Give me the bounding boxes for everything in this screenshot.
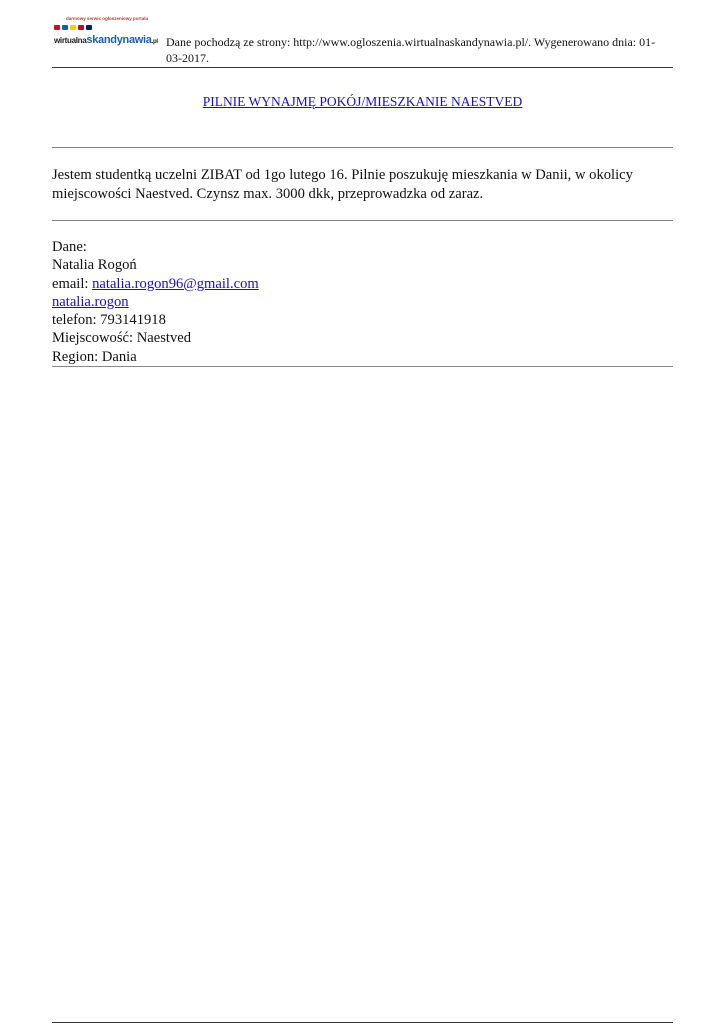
title-divider bbox=[52, 147, 673, 148]
header-divider bbox=[52, 67, 673, 68]
username-line bbox=[52, 293, 673, 311]
site-logo[interactable] bbox=[52, 14, 158, 44]
listing-title bbox=[52, 94, 673, 110]
contact-name: Natalia Rogoń bbox=[52, 257, 137, 274]
footer-divider bbox=[52, 1022, 673, 1023]
phone-line: telefon: 793141918 bbox=[52, 312, 166, 329]
details-divider bbox=[52, 366, 673, 367]
logo-wordmark bbox=[54, 30, 158, 48]
contact-details bbox=[52, 238, 673, 366]
details-heading: Dane: bbox=[52, 239, 87, 255]
description-divider bbox=[52, 220, 673, 221]
logo-tagline: darmowy serwis ogłoszeniowy portalu bbox=[66, 16, 149, 21]
logo-word-pl: .pl bbox=[151, 39, 158, 45]
listing-title-link[interactable]: PILNIE WYNAJMĘ POKÓJ/MIESZKANIE NAESTVED bbox=[202, 94, 523, 109]
logo-word-wirtualna: wirtualna bbox=[54, 36, 87, 45]
source-note: Dane pochodzą ze strony: http://www.ogloszenia.wirtualnaskandynawia.pl/. Wygenerowano dnia: 01-03-2017. bbox=[166, 35, 656, 65]
location-line: Miejscowość: Naestved bbox=[52, 330, 192, 347]
username-link[interactable]: natalia.rogon bbox=[52, 293, 129, 310]
logo-word-skandynawia: skandynawia bbox=[86, 34, 152, 46]
region-line: Region: Dania bbox=[52, 348, 137, 365]
email-link[interactable]: natalia.rogon96@gmail.com bbox=[92, 275, 259, 292]
email-line bbox=[52, 275, 673, 293]
listing-description: Jestem studentką uczelni ZIBAT od 1go lutego 16. Pilnie poszukuję mieszkania w Danii, w okolicy miejscowości Naestved. Czynsz max. 3000 dkk, przeprowadzka od zaraz. bbox=[52, 167, 633, 202]
email-label: email: bbox=[52, 275, 93, 292]
